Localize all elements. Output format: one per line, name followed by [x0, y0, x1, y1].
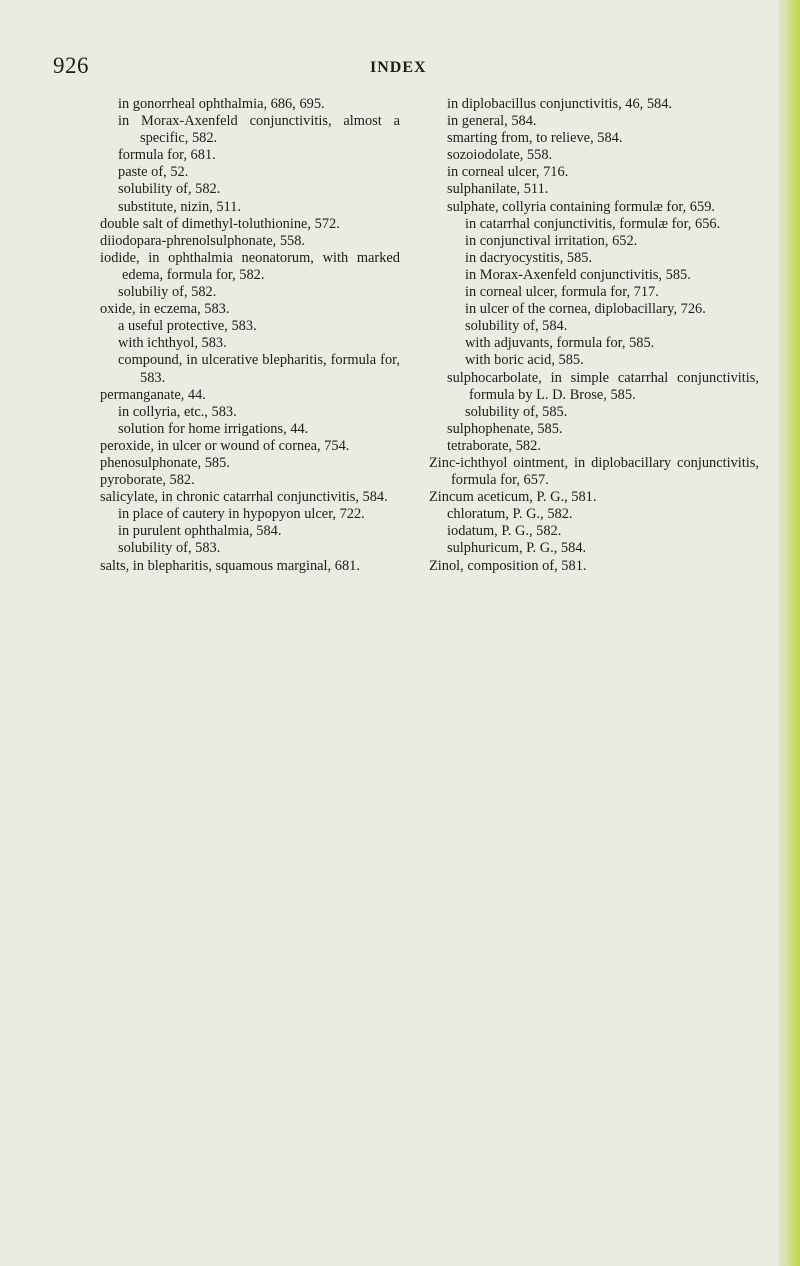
index-column-left — [100, 96, 400, 575]
index-entry: smarting from, to relieve, 584. — [447, 130, 623, 147]
index-entry: double salt of dimethyl-toluthionine, 572. — [100, 215, 340, 232]
index-entry: in purulent ophthalmia, 584. — [118, 523, 282, 540]
index-entry: salicylate, in chronic catarrhal conjunctivitis, 584. — [100, 489, 388, 506]
index-entry: solubiliy of, 582. — [118, 284, 217, 301]
index-entry: with adjuvants, formula for, 585. — [465, 335, 655, 352]
index-entry: diiodopara-phrenolsulphonate, 558. — [100, 232, 306, 249]
index-entry: solubility of, 583. — [118, 540, 221, 557]
index-entry: in place of cautery in hypopyon ulcer, 722. — [118, 506, 365, 523]
index-entry: formula for, 681. — [118, 147, 216, 164]
index-entry: in corneal ulcer, formula for, 717. — [465, 284, 659, 301]
page-edge — [778, 0, 800, 1266]
index-entry: sulphocarbolate, in simple catarrhal conjunctivitis, formula by L. D. Brose, 585. — [447, 369, 759, 403]
index-entry: in Morax-Axenfeld conjunctivitis, 585. — [465, 266, 691, 283]
running-head: INDEX — [370, 59, 427, 76]
index-entry: in conjunctival irritation, 652. — [465, 232, 638, 249]
index-entry: compound, in ulcerative blepharitis, formula for, 583. — [118, 352, 400, 386]
index-entry: Zinol, composition of, 581. — [429, 557, 587, 574]
index-entry: in Morax-Axenfeld conjunctivitis, almost a specific, 582. — [118, 113, 400, 147]
index-entry: sozoiodolate, 558. — [447, 147, 553, 164]
index-entry: sulphuricum, P. G., 584. — [447, 540, 587, 557]
index-entry: pyroborate, 582. — [100, 472, 195, 489]
index-entry: tetraborate, 582. — [447, 437, 541, 454]
index-entry: in diplobacillus conjunctivitis, 46, 584. — [447, 96, 673, 112]
index-entry: substitute, nizin, 511. — [118, 198, 241, 215]
index-entry: solubility of, 585. — [465, 403, 568, 420]
index-entry: paste of, 52. — [118, 164, 189, 181]
index-entry: in general, 584. — [447, 113, 537, 130]
index-entry: with boric acid, 585. — [465, 352, 584, 369]
index-entry: iodide, in ophthalmia neonatorum, with marked edema, formula for, 582. — [100, 249, 400, 283]
index-entry: in collyria, etc., 583. — [118, 403, 237, 420]
index-entry: peroxide, in ulcer or wound of cornea, 754. — [100, 437, 350, 454]
index-entry: oxide, in eczema, 583. — [100, 301, 230, 318]
index-entry: solubility of, 584. — [465, 318, 568, 335]
index-entry: in catarrhal conjunctivitis, formulæ for, 656. — [465, 215, 721, 232]
index-entry: phenosulphonate, 585. — [100, 454, 230, 471]
index-entry: solution for home irrigations, 44. — [118, 420, 309, 437]
page-number: 926 — [53, 53, 89, 78]
index-entry: in gonorrheal ophthalmia, 686, 695. — [118, 96, 325, 112]
index-entry: salts, in blepharitis, squamous marginal, 681. — [100, 557, 360, 574]
index-column-right — [429, 96, 759, 575]
index-entry: sulphate, collyria containing formulæ for, 659. — [447, 198, 715, 215]
index-entry: in dacryocystitis, 585. — [465, 249, 593, 266]
index-entry: with ichthyol, 583. — [118, 335, 227, 352]
index-entry: iodatum, P. G., 582. — [447, 523, 562, 540]
index-entry: Zinc-ichthyol ointment, in diplobacillary conjunctivitis, formula for, 657. — [429, 454, 759, 489]
index-entry: in ulcer of the cornea, diplobacillary, 726. — [465, 301, 706, 318]
index-entry: a useful protective, 583. — [118, 318, 257, 335]
index-entry: solubility of, 582. — [118, 181, 221, 198]
index-entry: chloratum, P. G., 582. — [447, 506, 573, 523]
index-entry: in corneal ulcer, 716. — [447, 164, 569, 181]
index-entry: sulphanilate, 511. — [447, 181, 549, 198]
index-entry: sulphophenate, 585. — [447, 420, 563, 437]
index-entry: Zincum aceticum, P. G., 581. — [429, 489, 597, 506]
index-entry: permanganate, 44. — [100, 386, 206, 403]
